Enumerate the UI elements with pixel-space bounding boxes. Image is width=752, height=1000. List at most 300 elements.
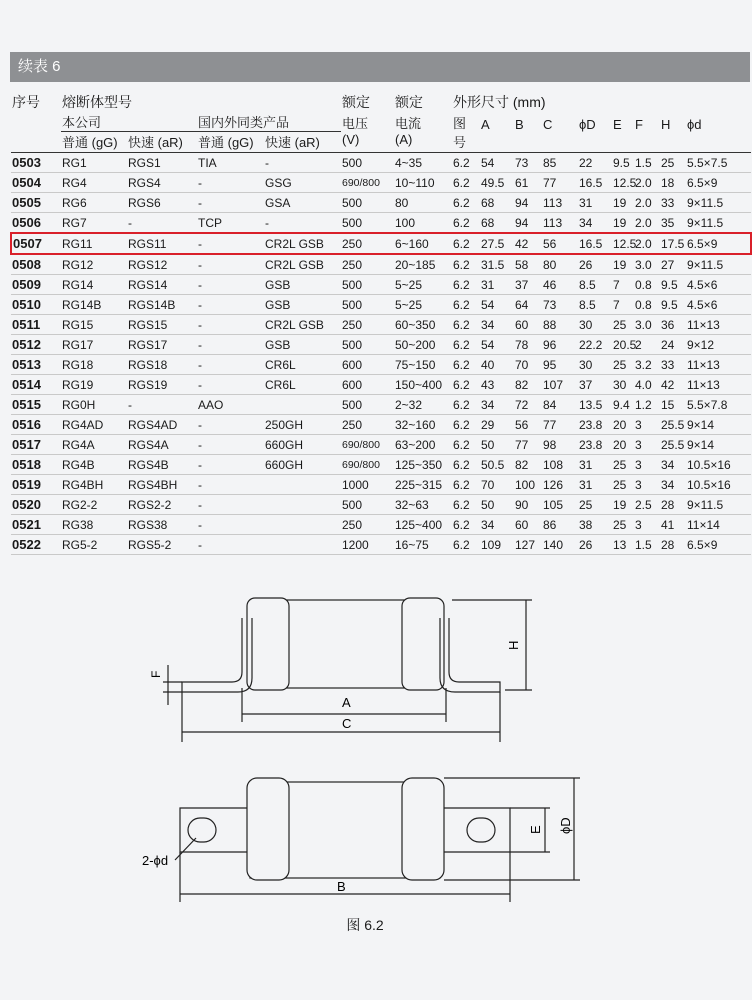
table-cell: [264, 495, 341, 515]
table-cell: 29: [480, 415, 514, 435]
table-cell: RGS18: [127, 355, 197, 375]
table-cell: 98: [542, 435, 578, 455]
table-cell: 250: [341, 315, 394, 335]
table-cell: 660GH: [264, 455, 341, 475]
table-cell: 70: [514, 355, 542, 375]
table-cell: 73: [514, 153, 542, 173]
table-cell: RG2-2: [61, 495, 127, 515]
table-cell: 77: [514, 435, 542, 455]
table-cell: RGS4: [127, 173, 197, 193]
header-general-2: 普通 (gG): [198, 135, 254, 150]
table-cell: 690/800: [341, 455, 394, 475]
table-cell: 3: [634, 415, 660, 435]
table-cell: 0518: [11, 455, 61, 475]
table-cell: 6.5×9: [686, 535, 751, 555]
table-cell: RGS38: [127, 515, 197, 535]
table-cell: 33: [660, 355, 686, 375]
table-cell: 32~63: [394, 495, 452, 515]
table-cell: 8.5: [578, 275, 612, 295]
table-cell: 500: [341, 275, 394, 295]
table-cell: 22.2: [578, 335, 612, 355]
table-cell: 34: [480, 515, 514, 535]
table-cell: 150~400: [394, 375, 452, 395]
table-title-bar: [10, 52, 750, 82]
header-our-company: 本公司: [61, 112, 197, 132]
table-cell: 5.5×7.8: [686, 395, 751, 415]
table-cell: 50: [480, 495, 514, 515]
table-cell: 6.2: [452, 315, 480, 335]
table-cell: 9×11.5: [686, 254, 751, 275]
table-cell: RG4A: [61, 435, 127, 455]
table-cell: 96: [542, 335, 578, 355]
table-cell: 126: [542, 475, 578, 495]
table-title: 续表 6: [18, 58, 61, 75]
table-cell: 0510: [11, 295, 61, 315]
table-cell: 0522: [11, 535, 61, 555]
table-cell: 113: [542, 193, 578, 213]
table-cell: 107: [542, 375, 578, 395]
table-cell: 64: [514, 295, 542, 315]
table-cell: 105: [542, 495, 578, 515]
table-cell: 10.5×16: [686, 475, 751, 495]
table-row: [11, 395, 751, 415]
table-cell: 600: [341, 375, 394, 395]
table-row: [11, 295, 751, 315]
table-cell: RGS4BH: [127, 475, 197, 495]
table-cell: 13.5: [578, 395, 612, 415]
end-cap-left-top: [247, 598, 289, 690]
table-cell: 58: [514, 254, 542, 275]
table-cell: 88: [542, 315, 578, 335]
table-cell: 11×14: [686, 515, 751, 535]
table-cell: 9×11.5: [686, 495, 751, 515]
table-cell: RG1: [61, 153, 127, 173]
table-row: [11, 515, 751, 535]
table-cell: 75~150: [394, 355, 452, 375]
table-cell: 35: [660, 213, 686, 234]
table-cell: RG14: [61, 275, 127, 295]
table-cell: RG17: [61, 335, 127, 355]
table-cell: 3: [634, 455, 660, 475]
table-cell: 6.2: [452, 415, 480, 435]
table-cell: -: [197, 535, 264, 555]
table-cell: 140: [542, 535, 578, 555]
table-cell: 1000: [341, 475, 394, 495]
header-row-3: [11, 132, 751, 153]
table-cell: 6.2: [452, 254, 480, 275]
table-cell: 6.2: [452, 295, 480, 315]
header-C: C: [543, 116, 553, 132]
table-cell: RGS5-2: [127, 535, 197, 555]
table-cell: [264, 395, 341, 415]
end-cap-left-bottom: [247, 778, 289, 880]
table-cell: 54: [480, 153, 514, 173]
table-cell: 6~160: [394, 233, 452, 254]
table-cell: 11×13: [686, 355, 751, 375]
header-current-unit: (A): [395, 131, 413, 147]
table-cell: RG38: [61, 515, 127, 535]
table-row: [11, 535, 751, 555]
table-cell: 56: [514, 415, 542, 435]
table-cell: 34: [660, 475, 686, 495]
table-cell: 19: [612, 254, 634, 275]
table-cell: 28: [660, 495, 686, 515]
table-cell: 1.5: [634, 153, 660, 173]
table-cell: 85: [542, 153, 578, 173]
table-row: [11, 375, 751, 395]
table-cell: 20~185: [394, 254, 452, 275]
table-cell: RG6: [61, 193, 127, 213]
table-cell: 225~315: [394, 475, 452, 495]
table-cell: 6.2: [452, 355, 480, 375]
table-cell: RG12: [61, 254, 127, 275]
table-cell: 70: [480, 475, 514, 495]
table-cell: 6.5×9: [686, 173, 751, 193]
table-cell: -: [197, 435, 264, 455]
table-cell: 109: [480, 535, 514, 555]
table-cell: 3: [634, 475, 660, 495]
table-row: [11, 275, 751, 295]
table-cell: RG14B: [61, 295, 127, 315]
table-cell: GSA: [264, 193, 341, 213]
table-cell: 80: [394, 193, 452, 213]
table-cell: RG11: [61, 233, 127, 254]
header-fig: 图: [453, 115, 467, 131]
table-cell: -: [197, 315, 264, 335]
table-row: [11, 335, 751, 355]
table-cell: 5~25: [394, 275, 452, 295]
table-cell: -: [197, 355, 264, 375]
figure-caption: 图 6.2: [346, 917, 384, 933]
table-cell: 27: [660, 254, 686, 275]
table-cell: -: [127, 213, 197, 234]
table-row: [11, 475, 751, 495]
header-fuse-model: 熔断体型号: [62, 94, 132, 110]
dim-label-C: C: [342, 716, 352, 731]
table-cell: 6.2: [452, 515, 480, 535]
table-cell: 11×13: [686, 315, 751, 335]
table-cell: 15: [660, 395, 686, 415]
table-row: [11, 415, 751, 435]
table-cell: RG4B: [61, 455, 127, 475]
terminal-right-bottom: [444, 808, 510, 852]
header-B: B: [515, 116, 524, 132]
table-cell: 10.5×16: [686, 455, 751, 475]
table-cell: RG0H: [61, 395, 127, 415]
table-cell: 6.2: [452, 193, 480, 213]
table-cell: 73: [542, 295, 578, 315]
table-cell: 12.5: [612, 173, 634, 193]
table-cell: 2.5: [634, 495, 660, 515]
table-cell: 90: [514, 495, 542, 515]
table-cell: RGS17: [127, 335, 197, 355]
table-cell: 4.5×6: [686, 295, 751, 315]
table-cell: 3.0: [634, 254, 660, 275]
table-cell: 20: [612, 435, 634, 455]
header-A: A: [481, 116, 490, 132]
header-rated-current: 额定: [395, 94, 423, 110]
table-cell: CR2L GSB: [264, 254, 341, 275]
table-cell: 68: [480, 213, 514, 234]
header-current: 电流: [395, 115, 422, 131]
table-cell: 0504: [11, 173, 61, 193]
header-row-2: [11, 112, 751, 132]
table-cell: 4~35: [394, 153, 452, 173]
table-cell: 9.5: [612, 153, 634, 173]
table-body: [11, 153, 751, 555]
table-cell: 0509: [11, 275, 61, 295]
table-cell: 26: [578, 535, 612, 555]
table-cell: 42: [660, 375, 686, 395]
dim-label-E: E: [528, 825, 543, 834]
header-voltage: 电压: [342, 115, 369, 131]
table-row-highlighted: [11, 233, 751, 254]
table-cell: 6.2: [452, 335, 480, 355]
header-E: E: [613, 116, 622, 132]
table-cell: 30: [578, 355, 612, 375]
table-cell: 25: [578, 495, 612, 515]
table-cell: 0503: [11, 153, 61, 173]
table-cell: 16.5: [578, 173, 612, 193]
table-cell: 6.2: [452, 435, 480, 455]
table-row: [11, 455, 751, 475]
table-cell: 250GH: [264, 415, 341, 435]
table-cell: 0520: [11, 495, 61, 515]
mount-hole-right: [467, 818, 495, 842]
table-cell: 18: [660, 173, 686, 193]
table-cell: 25: [660, 153, 686, 173]
table-row: [11, 193, 751, 213]
table-cell: 3.0: [634, 315, 660, 335]
table-cell: -: [197, 375, 264, 395]
table-cell: 250: [341, 254, 394, 275]
header-serial: 序号: [12, 94, 40, 110]
table-cell: 0519: [11, 475, 61, 495]
table-cell: 11×13: [686, 375, 751, 395]
table-cell: 25: [612, 475, 634, 495]
table-cell: -: [197, 515, 264, 535]
table-cell: 6.2: [452, 233, 480, 254]
table-cell: RGS4AD: [127, 415, 197, 435]
table-cell: 108: [542, 455, 578, 475]
table-row: [11, 153, 751, 173]
table-cell: 94: [514, 213, 542, 234]
table-cell: 19: [612, 213, 634, 234]
table-cell: 9×11.5: [686, 213, 751, 234]
table-cell: GSB: [264, 335, 341, 355]
end-cap-right-top: [402, 598, 444, 690]
header-rated-voltage: 额定: [342, 94, 370, 110]
table-cell: CR6L: [264, 355, 341, 375]
table-cell: 80: [542, 254, 578, 275]
table-cell: 500: [341, 395, 394, 415]
table-cell: GSB: [264, 275, 341, 295]
table-cell: 28: [660, 535, 686, 555]
table-cell: 54: [480, 335, 514, 355]
table-cell: 0506: [11, 213, 61, 234]
table-cell: 2: [634, 335, 660, 355]
table-cell: 690/800: [341, 173, 394, 193]
header-fast-2: 快速 (aR): [265, 135, 320, 150]
table-cell: 9.4: [612, 395, 634, 415]
table-cell: 8.5: [578, 295, 612, 315]
table-cell: 9×14: [686, 435, 751, 455]
table-cell: 9×14: [686, 415, 751, 435]
table-cell: 500: [341, 213, 394, 234]
table-cell: RGS15: [127, 315, 197, 335]
table-cell: 7: [612, 275, 634, 295]
table-cell: 25: [612, 455, 634, 475]
table-cell: 37: [578, 375, 612, 395]
table-cell: 3.2: [634, 355, 660, 375]
table-cell: 0505: [11, 193, 61, 213]
table-cell: 9×11.5: [686, 193, 751, 213]
table-cell: 84: [542, 395, 578, 415]
table-cell: 0512: [11, 335, 61, 355]
table-cell: 23.8: [578, 415, 612, 435]
table-cell: 0513: [11, 355, 61, 375]
table-cell: RG15: [61, 315, 127, 335]
fuse-spec-table: [10, 92, 752, 555]
table-cell: 5.5×7.5: [686, 153, 751, 173]
table-cell: 34: [578, 213, 612, 234]
table-cell: 82: [514, 455, 542, 475]
table-cell: 31: [480, 275, 514, 295]
dim-label-A: A: [342, 695, 351, 710]
table-cell: 34: [660, 455, 686, 475]
table-cell: -: [264, 213, 341, 234]
table-cell: 25: [612, 315, 634, 335]
header-H: H: [661, 116, 671, 132]
table-cell: 250: [341, 415, 394, 435]
table-cell: RG7: [61, 213, 127, 234]
table-row: [11, 435, 751, 455]
table-cell: 63~200: [394, 435, 452, 455]
table-cell: RGS12: [127, 254, 197, 275]
table-cell: 113: [542, 213, 578, 234]
table-cell: 600: [341, 355, 394, 375]
table-cell: 3: [634, 435, 660, 455]
table-cell: 6.5×9: [686, 233, 751, 254]
table-cell: [264, 515, 341, 535]
table-cell: 0516: [11, 415, 61, 435]
table-cell: 0.8: [634, 295, 660, 315]
table-cell: 4.0: [634, 375, 660, 395]
table-cell: 0507: [11, 233, 61, 254]
table-cell: 50: [480, 435, 514, 455]
table-cell: [264, 475, 341, 495]
table-cell: 20: [612, 415, 634, 435]
table-cell: 6.2: [452, 213, 480, 234]
table-cell: 31: [578, 455, 612, 475]
table-cell: 20.5: [612, 335, 634, 355]
table-cell: -: [197, 254, 264, 275]
table-cell: 1.5: [634, 535, 660, 555]
dim-label-d: 2-ϕd: [142, 853, 169, 868]
dim-label-B: B: [337, 879, 346, 894]
table-cell: 250: [341, 233, 394, 254]
dim-label-H: H: [506, 640, 521, 650]
table-cell: CR6L: [264, 375, 341, 395]
table-cell: 1200: [341, 535, 394, 555]
table-cell: 23.8: [578, 435, 612, 455]
table-cell: 31: [578, 193, 612, 213]
table-cell: 250: [341, 515, 394, 535]
dim-label-D: ϕD: [558, 817, 573, 834]
table-cell: 82: [514, 375, 542, 395]
table-cell: 25.5: [660, 415, 686, 435]
table-cell: 0511: [11, 315, 61, 335]
table-cell: -: [197, 455, 264, 475]
table-cell: -: [197, 275, 264, 295]
table-cell: 100: [394, 213, 452, 234]
table-cell: 500: [341, 193, 394, 213]
table-cell: 78: [514, 335, 542, 355]
table-cell: 690/800: [341, 435, 394, 455]
table-cell: RGS14: [127, 275, 197, 295]
table-cell: 37: [514, 275, 542, 295]
table-row: [11, 355, 751, 375]
header-domestic-foreign: 国内外同类产品: [197, 112, 341, 132]
table-cell: 41: [660, 515, 686, 535]
table-row: [11, 495, 751, 515]
table-cell: -: [197, 295, 264, 315]
table-cell: 6.2: [452, 495, 480, 515]
table-cell: 31.5: [480, 254, 514, 275]
header-fast: 快速 (aR): [128, 135, 183, 150]
table-cell: 24: [660, 335, 686, 355]
table-cell: 500: [341, 495, 394, 515]
table-cell: 25: [612, 515, 634, 535]
table-cell: 2.0: [634, 233, 660, 254]
table-cell: -: [197, 173, 264, 193]
table-cell: 6.2: [452, 153, 480, 173]
table-cell: 34: [480, 315, 514, 335]
dim-label-F: F: [149, 670, 163, 678]
table-row: [11, 254, 751, 275]
table-cell: 500: [341, 335, 394, 355]
table-cell: 72: [514, 395, 542, 415]
table-cell: 12.5: [612, 233, 634, 254]
table-cell: 16.5: [578, 233, 612, 254]
table-cell: -: [197, 415, 264, 435]
table-cell: 32~160: [394, 415, 452, 435]
table-cell: [264, 535, 341, 555]
table-cell: 125~350: [394, 455, 452, 475]
end-cap-right-bottom: [402, 778, 444, 880]
table-cell: 50.5: [480, 455, 514, 475]
table-cell: 30: [578, 315, 612, 335]
table-cell: RGS14B: [127, 295, 197, 315]
table-cell: 50~200: [394, 335, 452, 355]
table-cell: -: [197, 233, 264, 254]
table-cell: 9.5: [660, 275, 686, 295]
table-cell: 16~75: [394, 535, 452, 555]
table-cell: 36: [660, 315, 686, 335]
table-cell: 4.5×6: [686, 275, 751, 295]
table-cell: 660GH: [264, 435, 341, 455]
terminal-left-bottom: [180, 808, 247, 852]
table-cell: 56: [542, 233, 578, 254]
table-cell: 3: [634, 515, 660, 535]
header-d: ϕd: [687, 116, 702, 132]
table-cell: 77: [542, 173, 578, 193]
table-cell: 500: [341, 153, 394, 173]
table-cell: 5~25: [394, 295, 452, 315]
table-cell: RGS2-2: [127, 495, 197, 515]
table-cell: 77: [542, 415, 578, 435]
table-cell: 25.5: [660, 435, 686, 455]
